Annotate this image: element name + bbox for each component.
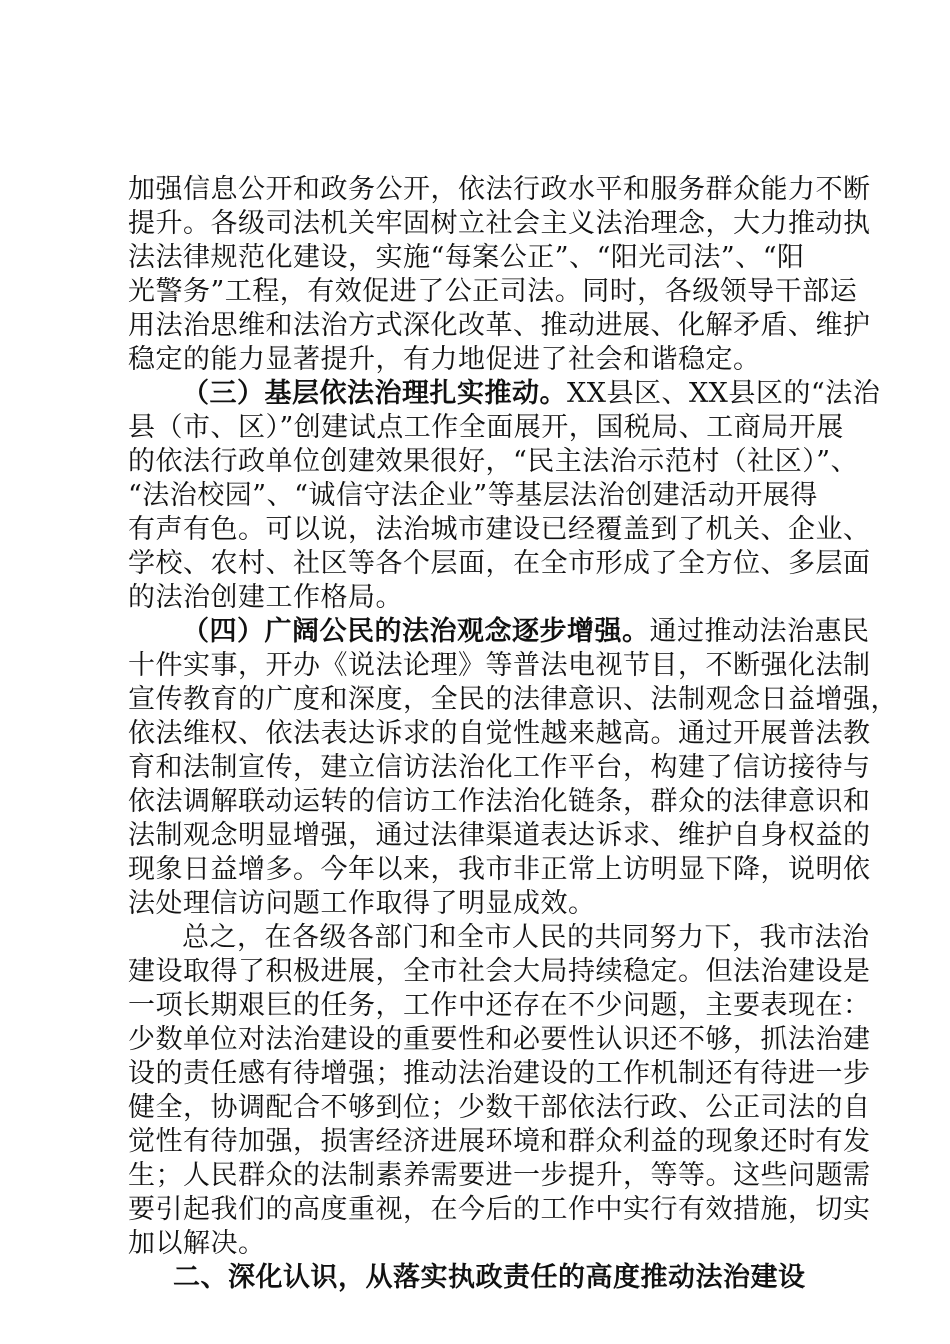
paragraph-line: 少数单位对法治建设的重要性和必要性认识还不够，抓法治建 — [128, 1024, 871, 1055]
paragraph-line: 依法维权、依法表达诉求的自觉性越来越高。通过开展普法教 — [128, 718, 871, 749]
paragraph-line: 要引起我们的高度重视，在今后的工作中实行有效措施，切实 — [128, 1194, 871, 1225]
paragraph-line: 法处理信访问题工作取得了明显成效。 — [128, 888, 596, 919]
paragraph-first-line: 总之，在各级各部门和全市人民的共同努力下，我市法治 — [182, 922, 870, 953]
paragraph-line: 十件实事，开办《说法论理》等普法电视节目，不断强化法制 — [128, 650, 871, 681]
paragraph-line: 光警务”工程，有效促进了公正司法。同时，各级领导干部运 — [128, 276, 858, 307]
paragraph-line: 设的责任感有待增强；推动法治建设的工作机制还有待进一步 — [128, 1058, 871, 1089]
paragraph-line: 提升。各级司法机关牢固树立社会主义法治理念，大力推动执 — [128, 208, 871, 239]
paragraph-text: XX县区、XX县区的“法治 — [567, 378, 881, 409]
paragraph-line: 健全，协调配合不够到位；少数干部依法行政、公正司法的自 — [128, 1092, 871, 1123]
paragraph-line: 生；人民群众的法制素养需要进一步提升，等等。这些问题需 — [128, 1160, 871, 1191]
paragraph-line: 县（市、区）”创建试点工作全面展开，国税局、工商局开展 — [128, 412, 844, 443]
paragraph-4 — [128, 921, 871, 1261]
paragraph-1 — [128, 173, 871, 377]
paragraph-first-line — [128, 615, 870, 649]
document-body — [128, 173, 898, 1295]
paragraph-line: 依法调解联动运转的信访工作法治化链条，群众的法律意识和 — [128, 786, 871, 817]
subsection-heading-4: （四）广阔公民的法治观念逐步增强。 — [182, 616, 650, 647]
paragraph-line: 用法治思维和法治方式深化改革、推动进展、化解矛盾、维护 — [128, 310, 871, 341]
paragraph-line: 的依法行政单位创建效果很好，“民主法治示范村（社区）”、 — [128, 446, 859, 477]
paragraph-line: 一项长期艰巨的任务，工作中还存在不少问题，主要表现在： — [128, 990, 871, 1021]
paragraph-line: 加强信息公开和政务公开，依法行政水平和服务群众能力不断 — [128, 174, 871, 205]
paragraph-text: 通过推动法治惠民 — [649, 616, 870, 647]
paragraph-line: 法法律规范化建设，实施“每案公正”、“阳光司法”、“阳 — [128, 242, 805, 273]
paragraph-line: 觉性有待加强，损害经济进展环境和群众利益的现象还时有发 — [128, 1126, 871, 1157]
paragraph-3 — [128, 615, 898, 921]
paragraph-2 — [128, 377, 881, 615]
subsection-heading-3: （三）基层依法治理扎实推动。 — [182, 378, 567, 409]
paragraph-first-line — [128, 377, 881, 411]
paragraph-line: “法治校园”、“诚信守法企业”等基层法治创建活动开展得 — [128, 480, 818, 511]
paragraph-line: 法制观念明显增强，通过法律渠道表达诉求、维护自身权益的 — [128, 820, 871, 851]
paragraph-line: 稳定的能力显著提升，有力地促进了社会和谐稳定。 — [128, 344, 761, 375]
paragraph-line: 建设取得了积极进展，全市社会大局持续稳定。但法治建设是 — [128, 956, 871, 987]
section-heading: 二、深化认识，从落实执政责任的高度推动法治建设 — [173, 1262, 806, 1293]
paragraph-line: 的法治创建工作格局。 — [128, 582, 403, 613]
paragraph-line: 加以解决。 — [128, 1228, 266, 1259]
paragraph-line: 有声有色。可以说，法治城市建设已经覆盖到了机关、企业、 — [128, 514, 871, 545]
paragraph-line: 现象日益增多。今年以来，我市非正常上访明显下降，说明依 — [128, 854, 871, 885]
paragraph-line: 育和法制宣传，建立信访法治化工作平台，构建了信访接待与 — [128, 752, 871, 783]
paragraph-line: 学校、农村、社区等各个层面，在全市形成了全方位、多层面 — [128, 548, 871, 579]
paragraph-line: 宣传教育的广度和深度，全民的法律意识、法制观念日益增强， — [128, 684, 898, 715]
